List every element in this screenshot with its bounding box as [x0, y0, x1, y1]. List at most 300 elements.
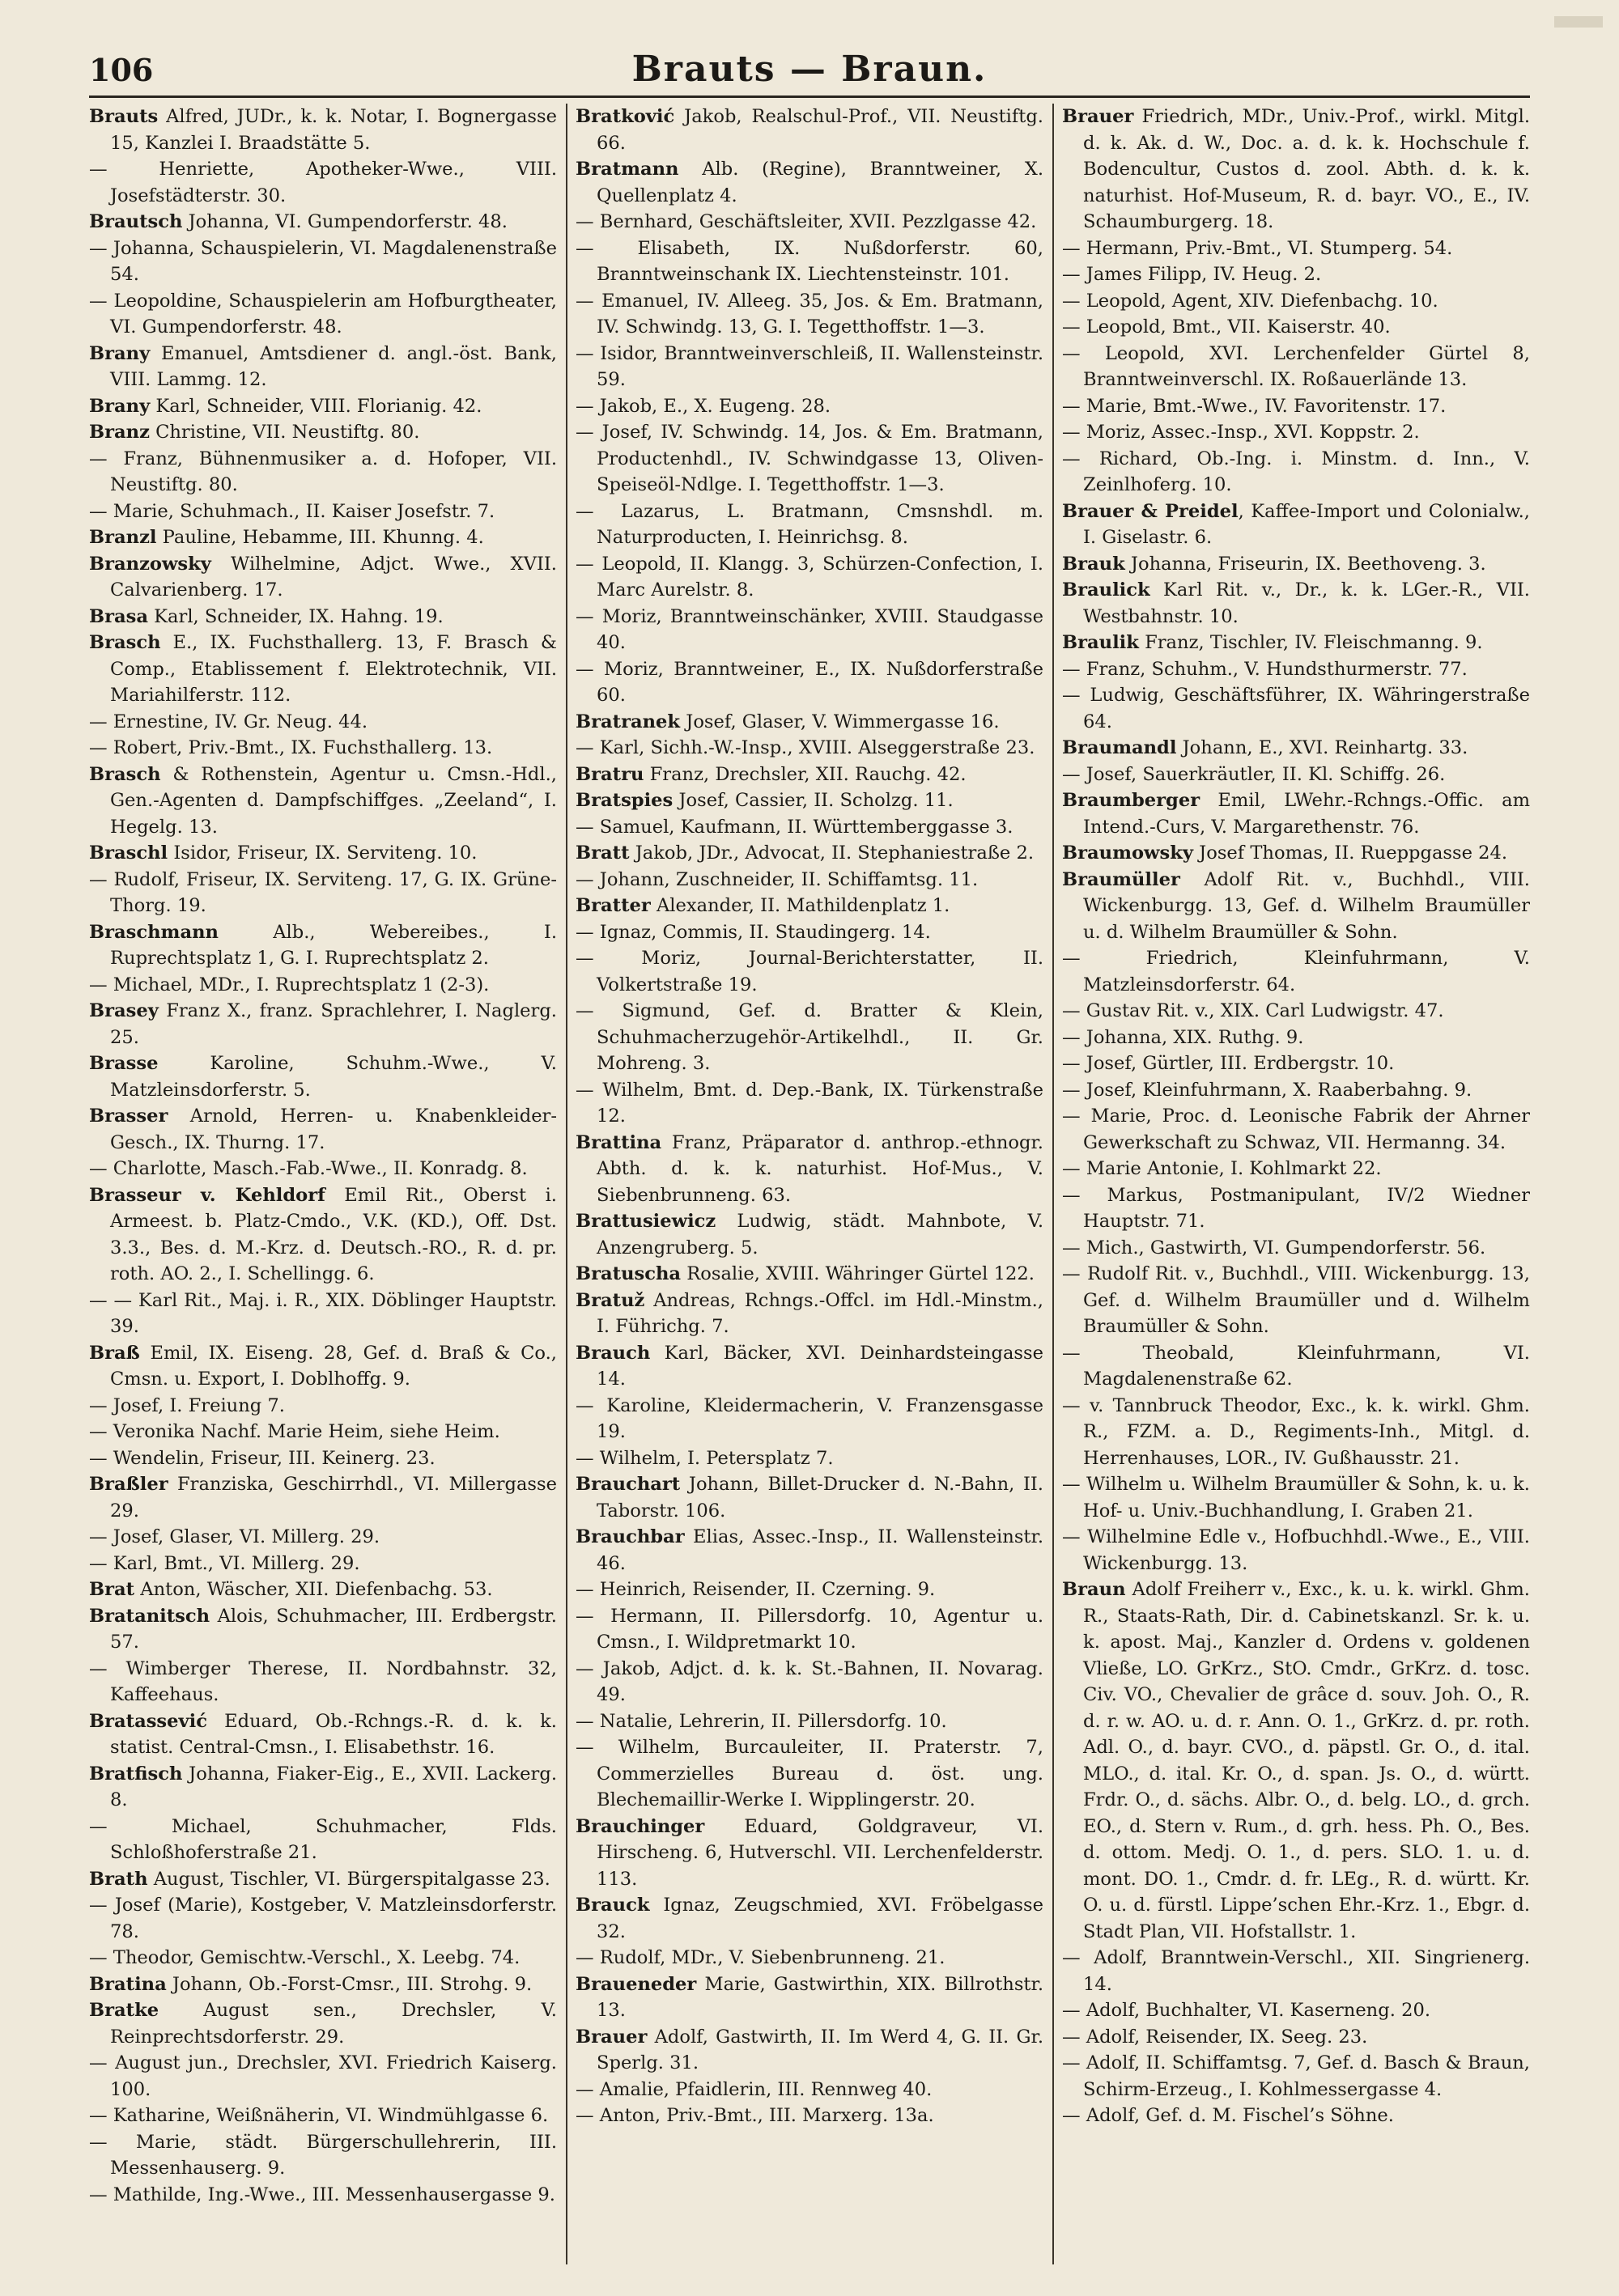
directory-entry — [576, 762, 1043, 788]
entry-surname: Brattina — [576, 1131, 662, 1153]
entry-details: — Leopold, Bmt., VII. Kaiserstr. 40. — [1062, 316, 1391, 337]
directory-entry — [89, 288, 557, 341]
entry-details: — Elisabeth, IX. Nußdorferstr. 60, Branntweinschank IX. Liechtensteinstr. 101. — [576, 237, 1043, 285]
directory-entry — [89, 1419, 557, 1445]
entry-details: — Karl, Sichh.-W.-Insp., XVIII. Alseggerstraße 23. — [576, 737, 1035, 758]
entry-details: Marie, Gastwirthin, XIX. Billrothstr. 13. — [597, 1973, 1043, 2021]
directory-entry — [89, 1866, 557, 1893]
entry-details: Karl, Schneider, IX. Hahng. 19. — [148, 605, 444, 627]
directory-entry — [576, 1208, 1043, 1261]
directory-entry — [576, 1471, 1043, 1524]
entry-details: Emil, IX. Eiseng. 28, Gef. d. Braß & Co., Cmsn. u. Export, I. Doblhoffg. 9. — [110, 1342, 557, 1390]
page-number: 106 — [89, 52, 154, 88]
directory-entry — [1062, 1471, 1530, 1524]
entry-surname: Bratina — [89, 1973, 167, 1995]
directory-entry — [576, 1892, 1043, 1945]
entry-details: — Franz, Schuhm., V. Hundsthurmerstr. 77. — [1062, 658, 1468, 680]
entry-details: — Emanuel, IV. Alleeg. 35, Jos. & Em. Bratmann, IV. Schwindg. 13, G. I. Tegetthoffstr. 1—3. — [576, 290, 1043, 337]
entry-details: Karl Rit. v., Dr., k. k. LGer.-R., VII. Westbahnstr. 10. — [1083, 579, 1530, 627]
directory-entry — [89, 1971, 557, 1998]
directory-entry — [1062, 762, 1530, 788]
directory-entry — [1062, 499, 1530, 551]
entry-details: — Wilhelm, Bmt. d. Dep.-Bank, IX. Türkenstraße 12. — [576, 1079, 1043, 1127]
entry-details: — Adolf, Buchhalter, VI. Kaserneng. 20. — [1062, 2000, 1430, 2021]
directory-entry — [89, 1156, 557, 1182]
entry-surname: Braßler — [89, 1474, 168, 1495]
column-divider — [1052, 104, 1054, 2264]
entry-details: — Jakob, Adjct. d. k. k. St.-Bahnen, II. Novarag. 49. — [576, 1657, 1043, 1705]
directory-entry — [89, 630, 557, 709]
directory-entry — [89, 1445, 557, 1472]
directory-entry — [576, 156, 1043, 209]
directory-entry — [1062, 261, 1530, 288]
directory-entry — [576, 551, 1043, 604]
entry-details: Pauline, Hebamme, III. Khunng. 4. — [156, 527, 484, 548]
entry-details: — Karoline, Kleidermacherin, V. Franzensgasse 19. — [576, 1394, 1043, 1442]
entry-details: — Ernestine, IV. Gr. Neug. 44. — [89, 711, 368, 732]
directory-entry — [1062, 735, 1530, 762]
directory-entry — [1062, 419, 1530, 446]
entry-details: — Wimberger Therese, II. Nordbahnstr. 32, Kaffeehaus. — [89, 1657, 557, 1705]
entry-surname: Brauts — [89, 106, 159, 127]
directory-entry — [576, 945, 1043, 998]
entry-details: — Leopold, Agent, XIV. Diefenbachg. 10. — [1062, 290, 1438, 312]
entry-details: August, Tischler, VI. Bürgerspitalgasse 23. — [147, 1868, 550, 1890]
directory-entry — [576, 236, 1043, 288]
directory-entry — [576, 1393, 1043, 1445]
entry-details: Anton, Wäscher, XII. Diefenbachg. 53. — [134, 1579, 493, 1600]
entry-surname: Bratranek — [576, 711, 681, 732]
entry-details: — Marie, Bmt.-Wwe., IV. Favoritenstr. 17. — [1062, 395, 1447, 417]
directory-entry — [576, 840, 1043, 867]
directory-entry — [1062, 1524, 1530, 1577]
directory-entry — [89, 1577, 557, 1603]
entry-details: — Ignaz, Commis, II. Staudingerg. 14. — [576, 921, 931, 943]
directory-entry — [1062, 998, 1530, 1025]
entry-details: — Moriz, Journal-Berichterstatter, II. Volkertstraße 19. — [576, 948, 1043, 995]
entry-details: — Josef, IV. Schwindg. 14, Jos. & Em. Bratmann, Productenhdl., IV. Schwindgasse 13, Oliven-Speiseöl-Ndlge. I. Tegetthoffstr. 1—3. — [576, 422, 1043, 495]
entry-details: — Josef, Sauerkräutler, II. Kl. Schiffg. 26. — [1062, 763, 1446, 785]
directory-entry — [1062, 1235, 1530, 1262]
directory-entry — [576, 867, 1043, 893]
entry-surname: Branzl — [89, 527, 157, 548]
directory-entry — [1062, 577, 1530, 630]
directory-entry — [89, 919, 557, 972]
entry-surname: Braulik — [1062, 632, 1139, 653]
entry-surname: Brasey — [89, 1000, 159, 1021]
entry-details: Alb. (Regine), Branntweiner, X. Quellenplatz 4. — [597, 159, 1043, 206]
directory-entry — [89, 867, 557, 919]
entry-surname: Bratru — [576, 763, 644, 785]
directory-entry — [89, 998, 557, 1050]
entry-details: — Johanna, XIX. Ruthg. 9. — [1062, 1026, 1304, 1048]
directory-entry — [1062, 945, 1530, 998]
column-1 — [89, 104, 557, 2273]
entry-details: — Ludwig, Geschäftsführer, IX. Währingerstraße 64. — [1062, 685, 1530, 732]
directory-entry — [576, 104, 1043, 156]
entry-details: — Anton, Priv.-Bmt., III. Marxerg. 13a. — [576, 2105, 934, 2126]
entry-surname: Branzowsky — [89, 553, 211, 575]
entry-surname: Brat — [89, 1579, 135, 1600]
entry-details: — Veronika Nachf. Marie Heim, siehe Heim. — [89, 1421, 500, 1442]
entry-surname: Brasser — [89, 1106, 168, 1127]
directory-entry — [89, 1656, 557, 1708]
entry-details: — Franz, Bühnenmusiker a. d. Hofoper, VII. Neustiftg. 80. — [89, 448, 557, 495]
entry-details: Rosalie, XVIII. Währinger Gürtel 122. — [681, 1263, 1035, 1284]
entry-surname: Brauchbar — [576, 1526, 685, 1547]
directory-entry — [576, 2077, 1043, 2103]
directory-entry — [1062, 1103, 1530, 1156]
entry-details: — Marie, Schuhmach., II. Kaiser Josefstr. 7. — [89, 500, 495, 522]
directory-entry — [89, 341, 557, 393]
entry-details: — Wilhelmine Edle v., Hofbuchhdl.-Wwe., E., VIII. Wickenburgg. 13. — [1062, 1526, 1530, 1574]
directory-entry — [89, 1761, 557, 1814]
entry-details: — Adolf, Branntwein-Verschl., XII. Singrienerg. 14. — [1062, 1947, 1530, 1995]
entry-surname: Bratuscha — [576, 1263, 682, 1284]
column-3 — [1062, 104, 1530, 2273]
directory-entry — [576, 1077, 1043, 1130]
entry-details: Arnold, Herren- u. Knabenkleider-Gesch., IX. Thurng. 17. — [110, 1106, 557, 1153]
entry-surname: Bratković — [576, 106, 675, 127]
entry-details: Johanna, Fiaker-Eig., E., XVII. Lackerg. 8. — [110, 1763, 557, 1810]
directory-entry — [576, 998, 1043, 1077]
directory-entry — [89, 1551, 557, 1577]
entry-details: Johann, Ob.-Forst-Cmsr., III. Strohg. 9. — [166, 1973, 533, 1995]
entry-details: — Wilhelm u. Wilhelm Braumüller & Sohn, k. u. k. Hof- u. Univ.-Buchhandlung, I. Graben 21. — [1062, 1474, 1530, 1521]
directory-entry — [576, 1261, 1043, 1288]
entry-surname: Bratspies — [576, 790, 674, 811]
entry-surname: Braun — [1062, 1579, 1126, 1600]
entry-details: Andreas, Rchngs.-Offcl. im Hdl.-Minstm., I. Führichg. 7. — [597, 1289, 1043, 1337]
entry-details: — Moriz, Branntweiner, E., IX. Nußdorferstraße 60. — [576, 658, 1043, 706]
directory-entry — [576, 787, 1043, 814]
directory-entry — [1062, 840, 1530, 867]
entry-details: — Richard, Ob.-Ing. i. Minstm. d. Inn., V. Zeinlhoferg. 10. — [1062, 448, 1530, 495]
entry-details: — Friedrich, Kleinfuhrmann, V. Matzleinsdorferstr. 64. — [1062, 948, 1530, 995]
entry-surname: Braumandl — [1062, 737, 1177, 758]
entry-details: — Wilhelm, Burcauleiter, II. Praterstr. 7, Commerzielles Bureau d. öst. ung. Blechemaillir-Werke I. Wipplingerstr. 20. — [576, 1737, 1043, 1810]
entry-details: Adolf Freiherr v., Exc., k. u. k. wirkl. Ghm. R., Staats-Rath, Dir. d. Cabinetskanzl. Sr. k. u. k. apost. Maj., Kanzler d. Ordens v. goldenen Vließe, LO. GrKrz., StO. Cmdr., GrKrz. d. tosc. Civ. VO., Chevalier de grâce d. souv. Joh. O., R. d. r. w. AO. u. d. r. Ann. O. 1., GrKrz. d. pr. roth. Adl. O., d. bayr. CVO., d. päpstl. Gr. O., d. ital. MLO., d. ital. Kr. O., d. span. Js. O., d. württ. Frdr. O., d. sächs. Albr. O., d. belg. LO., d. grch. EO., d. Stern v. Rum., d. grh. hess. Ph. O., Bes. d. ottom. Medj. O. 1., d. pers. SLO. 1. u. d. mont. DO. 1., Cmdr. d. fr. LEg., R. d. württ. Kr. O. u. d. fürstl. Lippe’schen Ehr.-Krz. 1., Ebgr. d. Stadt Plan, VII. Hofstallstr. 1. — [1083, 1579, 1530, 1942]
directory-entry — [89, 1471, 557, 1524]
entry-details: Eduard, Ob.-Rchngs.-R. d. k. k. statist. Central-Cmsn., I. Elisabethstr. 16. — [110, 1710, 557, 1758]
entry-details: Ignaz, Zeugschmied, XVI. Fröbelgasse 32. — [597, 1895, 1043, 1942]
entry-details: — Natalie, Lehrerin, II. Pillersdorfg. 10. — [576, 1710, 947, 1732]
entry-details: — Henriette, Apotheker-Wwe., VIII. Josefstädterstr. 30. — [89, 159, 557, 206]
entry-details: — Hermann, II. Pillersdorfg. 10, Agentur u. Cmsn., I. Wildpretmarkt 10. — [576, 1605, 1043, 1653]
directory-entry — [89, 1288, 557, 1340]
columns — [89, 104, 1530, 2273]
entry-details: — Jakob, E., X. Eugeng. 28. — [576, 395, 831, 417]
entry-details: — Wilhelm, I. Petersplatz 7. — [576, 1447, 834, 1469]
directory-entry — [89, 1103, 557, 1156]
entry-surname: Bratke — [89, 2000, 159, 2021]
directory-entry — [89, 1945, 557, 1971]
directory-entry — [89, 972, 557, 999]
directory-entry — [1062, 867, 1530, 946]
directory-entry — [576, 499, 1043, 551]
directory-entry — [576, 1814, 1043, 1893]
directory-entry — [89, 1050, 557, 1103]
directory-entry — [1062, 1340, 1530, 1393]
directory-entry — [576, 1945, 1043, 1971]
directory-entry — [576, 1130, 1043, 1209]
directory-entry — [576, 709, 1043, 736]
directory-entry — [89, 1997, 557, 2050]
entry-details: — August jun., Drechsler, XVI. Friedrich Kaiserg. 100. — [89, 2052, 557, 2100]
entry-surname: Bratter — [576, 895, 651, 916]
entry-surname: Braumüller — [1062, 868, 1180, 890]
entry-details: Christine, VII. Neustiftg. 80. — [149, 422, 420, 443]
entry-details: — Theobald, Kleinfuhrmann, VI. Magdalenenstraße 62. — [1062, 1342, 1530, 1390]
directory-entry — [89, 1708, 557, 1761]
directory-entry — [1062, 393, 1530, 420]
entry-details: — Gustav Rit. v., XIX. Carl Ludwigstr. 47. — [1062, 1000, 1444, 1021]
entry-details: Johann, E., XVI. Reinhartg. 33. — [1176, 737, 1468, 758]
directory-entry — [89, 499, 557, 525]
directory-entry — [89, 709, 557, 736]
directory-entry — [89, 104, 557, 156]
entry-details: — Rudolf, MDr., V. Siebenbrunneng. 21. — [576, 1947, 945, 1968]
entry-details: — Moriz, Assec.-Insp., XVI. Koppstr. 2. — [1062, 422, 1420, 443]
entry-details: — Karl, Bmt., VI. Millerg. 29. — [89, 1552, 360, 1574]
entry-details: — Samuel, Kaufmann, II. Württemberggasse 3. — [576, 816, 1013, 838]
directory-entry — [1062, 1156, 1530, 1182]
entry-details: Josef Thomas, II. Rueppgasse 24. — [1193, 842, 1508, 864]
entry-surname: Brauer & Preidel — [1062, 500, 1239, 522]
entry-surname: Bratassević — [89, 1710, 207, 1732]
entry-details: — Leopold, II. Klangg. 3, Schürzen-Confection, I. Marc Aurelstr. 8. — [576, 553, 1043, 601]
entry-details: — Markus, Postmanipulant, IV/2 Wiedner Hauptstr. 71. — [1062, 1184, 1530, 1232]
entry-surname: Braschmann — [89, 921, 219, 943]
directory-entry — [1062, 1182, 1530, 1235]
entry-surname: Braumberger — [1062, 790, 1200, 811]
entry-details: — James Filipp, IV. Heug. 2. — [1062, 264, 1322, 285]
directory-entry — [1062, 656, 1530, 683]
entry-details: Franz, Drechsler, XII. Rauchg. 42. — [644, 763, 967, 785]
entry-surname: Braß — [89, 1342, 140, 1364]
entry-details: — Sigmund, Gef. d. Bratter & Klein, Schuhmacherzugehör-Artikelhdl., II. Gr. Mohreng. 3. — [576, 1000, 1043, 1074]
entry-details: August sen., Drechsler, V. Reinprechtsdorferstr. 29. — [110, 2000, 557, 2048]
directory-entry — [1062, 1945, 1530, 1997]
directory-entry — [576, 1708, 1043, 1735]
entry-details: — Adolf, II. Schiffamtsg. 7, Gef. d. Basch & Braun, Schirm-Erzeug., I. Kohlmessergasse 4. — [1062, 2052, 1530, 2100]
directory-entry — [576, 341, 1043, 393]
entry-details: Emil Rit., Oberst i. Armeest. b. Platz-Cmdo., V.K. (KD.), Off. Dst. 3.3., Bes. d. M.-Krz. d. Deutsch.-RO., R. d. pr. roth. AO. 2., I. Schellingg. 6. — [110, 1184, 557, 1284]
entry-surname: Brattusiewicz — [576, 1211, 716, 1232]
directory-entry — [89, 735, 557, 762]
entry-details: — Charlotte, Masch.-Fab.-Wwe., II. Konradg. 8. — [89, 1158, 528, 1179]
entry-details: Wilhelmine, Adjct. Wwe., XVII. Calvarienberg. 17. — [110, 553, 557, 601]
entry-details: — Bernhard, Geschäftsleiter, XVII. Pezzlgasse 42. — [576, 211, 1037, 232]
entry-details: Alfred, JUDr., k. k. Notar, I. Bognergasse 15, Kanzlei I. Braadstätte 5. — [110, 106, 557, 154]
entry-details: Franziska, Geschirrhdl., VI. Millergasse 29. — [110, 1474, 557, 1521]
directory-entry — [1062, 2103, 1530, 2129]
directory-entry — [576, 393, 1043, 420]
entry-surname: Brasch — [89, 763, 161, 785]
directory-entry — [576, 288, 1043, 341]
entry-surname: Brauchart — [576, 1474, 681, 1495]
directory-entry — [1062, 630, 1530, 656]
entry-details: — Hermann, Priv.-Bmt., VI. Stumperg. 54. — [1062, 237, 1453, 259]
directory-entry — [89, 393, 557, 420]
directory-entry — [1062, 1997, 1530, 2024]
entry-details: — Michael, Schuhmacher, Flds. Schloßhoferstraße 21. — [89, 1815, 557, 1863]
entry-details: Jakob, JDr., Advocat, II. Stephaniestraße 2. — [629, 842, 1035, 864]
entry-details: — Mich., Gastwirth, VI. Gumpendorferstr. 56. — [1062, 1237, 1486, 1258]
directory-entry — [89, 2050, 557, 2103]
entry-details: — Josef, Glaser, VI. Millerg. 29. — [89, 1526, 380, 1547]
directory-entry — [576, 735, 1043, 762]
directory-entry — [1062, 236, 1530, 262]
directory-entry — [576, 656, 1043, 709]
directory-entry — [89, 419, 557, 446]
entry-details: Karoline, Schuhm.-Wwe., V. Matzleinsdorferstr. 5. — [110, 1053, 557, 1101]
directory-entry — [1062, 787, 1530, 840]
entry-details: — Leopold, XVI. Lerchenfelder Gürtel 8, Branntweinverschl. IX. Roßauerlände 13. — [1062, 342, 1530, 390]
entry-details: — Marie Antonie, I. Kohlmarkt 22. — [1062, 1158, 1382, 1179]
directory-entry — [1062, 341, 1530, 393]
entry-details: Adolf Rit. v., Buchhdl., VIII. Wickenburgg. 13, Gef. d. Wilhelm Braumüller u. d. Wilhelm Braumüller & Sohn. — [1083, 868, 1530, 943]
directory-entry — [89, 1182, 557, 1288]
entry-surname: Brauch — [576, 1342, 651, 1364]
directory-entry — [576, 893, 1043, 919]
entry-surname: Brath — [89, 1868, 148, 1890]
entry-details: — Johanna, Schauspielerin, VI. Magdalenenstraße 54. — [89, 237, 557, 285]
entry-details: Friedrich, MDr., Univ.-Prof., wirkl. Mitgl. d. k. Ak. d. W., Doc. a. d. k. k. Hochschule f. Bodencultur, Custos d. zool. Abth. d. k. k. naturhist. Hof-Museum, R. d. bayr. VO., E., IV. Schaumburgerg. 18. — [1083, 106, 1530, 232]
entry-details: — Michael, MDr., I. Ruprechtsplatz 1 (2-3). — [89, 974, 490, 995]
directory-entry — [89, 1340, 557, 1393]
entry-details: — Adolf, Reisender, IX. Seeg. 23. — [1062, 2026, 1368, 2048]
entry-details: — — Karl Rit., Maj. i. R., XIX. Döblinger Hauptstr. 39. — [89, 1289, 557, 1337]
directory-entry — [576, 1603, 1043, 1656]
entry-surname: Brasse — [89, 1053, 159, 1074]
directory-entry — [89, 446, 557, 499]
entry-surname: Brany — [89, 342, 151, 364]
directory-entry — [576, 419, 1043, 499]
entry-details: Johanna, VI. Gumpendorferstr. 48. — [182, 211, 508, 232]
entry-details: Eduard, Goldgraveur, VI. Hirscheng. 6, Hutverschl. VII. Lerchenfelderstr. 113. — [597, 1815, 1043, 1890]
entry-surname: Braulick — [1062, 579, 1150, 601]
entry-details: — Josef (Marie), Kostgeber, V. Matzleinsdorferstr. 78. — [89, 1895, 557, 1942]
entry-details: — Lazarus, L. Bratmann, Cmsnshdl. m. Naturproducten, I. Heinrichsg. 8. — [576, 500, 1043, 548]
directory-entry — [1062, 1393, 1530, 1472]
directory-entry — [1062, 1050, 1530, 1077]
entry-details: Isidor, Friseur, IX. Serviteng. 10. — [168, 842, 478, 864]
entry-details: — Marie, städt. Bürgerschullehrerin, III. Messenhauserg. 9. — [89, 2131, 557, 2179]
entry-surname: Bratfisch — [89, 1763, 183, 1785]
directory-entry — [1062, 288, 1530, 315]
column-2 — [576, 104, 1043, 2273]
directory-entry — [1062, 446, 1530, 499]
entry-surname: Brasseur v. Kehldorf — [89, 1184, 325, 1206]
entry-surname: Brauck — [576, 1895, 650, 1916]
entry-details: Emanuel, Amtsdiener d. angl.-öst. Bank, VIII. Lammg. 12. — [110, 342, 557, 390]
directory-entry — [1062, 314, 1530, 341]
directory-entry — [576, 1288, 1043, 1340]
entry-details: — Robert, Priv.-Bmt., IX. Fuchsthallerg. 13. — [89, 737, 493, 758]
entry-details: — Wendelin, Friseur, III. Keinerg. 23. — [89, 1447, 436, 1469]
directory-entry — [89, 551, 557, 604]
directory-entry — [89, 524, 557, 551]
entry-details: — Heinrich, Reisender, II. Czerning. 9. — [576, 1579, 936, 1600]
entry-details: — Mathilde, Ing.-Wwe., III. Messenhausergasse 9. — [89, 2184, 555, 2205]
directory-entry — [1062, 551, 1530, 578]
entry-details: E., IX. Fuchsthallerg. 13, F. Brasch & Comp., Etablissement f. Elektrotechnik, VII. Mariahilferstr. 112. — [110, 632, 557, 706]
entry-details: Ludwig, städt. Mahnbote, V. Anzengruberg. 5. — [597, 1211, 1043, 1258]
directory-entry — [89, 1393, 557, 1420]
entry-details: Franz X., franz. Sprachlehrer, I. Naglerg. 25. — [110, 1000, 557, 1048]
directory-entry — [576, 1445, 1043, 1472]
entry-details: Jakob, Realschul-Prof., VII. Neustiftg. 66. — [597, 106, 1043, 154]
entry-details: Johanna, Friseurin, IX. Beethoveng. 3. — [1124, 553, 1486, 575]
directory-entry — [576, 1971, 1043, 2024]
entry-surname: Braumowsky — [1062, 842, 1193, 864]
directory-entry — [89, 762, 557, 841]
entry-details: & Rothenstein, Agentur u. Cmsn.-Hdl., Gen.-Agenten d. Dampfschiffges. „Zeeland“, I. Hegelg. 13. — [110, 763, 557, 838]
entry-surname: Bratt — [576, 842, 630, 864]
directory-entry — [89, 156, 557, 209]
entry-surname: Brany — [89, 395, 151, 417]
entry-details: Adolf, Gastwirth, II. Im Werd 4, G. II. Gr. Sperlg. 31. — [597, 2026, 1043, 2073]
directory-entry — [576, 1340, 1043, 1393]
entry-details: Alb., Webereibes., I. Ruprechtsplatz 1, G. I. Ruprechtsplatz 2. — [110, 921, 557, 969]
directory-entry — [1062, 1077, 1530, 1104]
directory-entry — [89, 1892, 557, 1945]
directory-entry — [576, 814, 1043, 841]
entry-details: — Isidor, Branntweinverschleiß, II. Wallensteinstr. 59. — [576, 342, 1043, 390]
entry-surname: Braschl — [89, 842, 168, 864]
directory-entry — [576, 1656, 1043, 1708]
directory-entry — [1062, 104, 1530, 236]
entry-details: , Kaffee-Import und Colonialw., I. Giselastr. 6. — [1083, 500, 1530, 548]
entry-details: Elias, Assec.-Insp., II. Wallensteinstr. 46. — [597, 1526, 1043, 1574]
entry-details: — Rudolf Rit. v., Buchhdl., VIII. Wickenburgg. 13, Gef. d. Wilhelm Braumüller und d. Wilhelm Braumüller & Sohn. — [1062, 1263, 1530, 1337]
entry-details: Karl, Schneider, VIII. Florianig. 42. — [150, 395, 482, 417]
entry-details: Karl, Bäcker, XVI. Deinhardsteingasse 14. — [597, 1342, 1043, 1390]
directory-entry — [89, 1603, 557, 1656]
entry-surname: Brasa — [89, 605, 148, 627]
directory-entry — [89, 1814, 557, 1866]
entry-details: — v. Tannbruck Theodor, Exc., k. k. wirkl. Ghm. R., FZM. a. D., Regiments-Inh., Mitgl. d. Herrenhauses, LOR., IV. Gußhausstr. 21. — [1062, 1394, 1530, 1469]
entry-details: — Moriz, Branntweinschänker, XVIII. Staudgasse 40. — [576, 605, 1043, 653]
directory-entry — [89, 2103, 557, 2129]
directory-entry — [1062, 682, 1530, 735]
directory-entry — [576, 209, 1043, 236]
entry-details: — Josef, Kleinfuhrmann, X. Raaberbahng. 9. — [1062, 1079, 1472, 1101]
directory-entry — [89, 2129, 557, 2182]
entry-surname: Brauer — [1062, 106, 1134, 127]
directory-entry — [89, 2182, 557, 2209]
directory-entry — [1062, 2050, 1530, 2103]
entry-details: — Rudolf, Friseur, IX. Serviteng. 17, G. IX. Grüne-Thorg. 19. — [89, 868, 557, 916]
entry-surname: Braueneder — [576, 1973, 697, 1995]
directory-entry — [1062, 1577, 1530, 1945]
entry-surname: Bratmann — [576, 159, 679, 180]
entry-details: — Katharine, Weißnäherin, VI. Windmühlgasse 6. — [89, 2105, 549, 2126]
directory-entry — [576, 919, 1043, 946]
entry-details: Josef, Glaser, V. Wimmergasse 16. — [680, 711, 1000, 732]
directory-entry — [89, 1524, 557, 1551]
directory-entry — [576, 1577, 1043, 1603]
running-head: Brauts — Braun. — [631, 49, 988, 90]
entry-details: — Amalie, Pfaidlerin, III. Rennweg 40. — [576, 2078, 933, 2100]
entry-surname: Bratuž — [576, 1289, 645, 1311]
directory-entry — [576, 1524, 1043, 1577]
scan-edge-mark — [1554, 16, 1603, 28]
entry-details: — Johann, Zuschneider, II. Schiffamtsg. 11. — [576, 868, 979, 890]
directory-entry — [1062, 1261, 1530, 1340]
entry-details: Alexander, II. Mathildenplatz 1. — [650, 895, 950, 916]
